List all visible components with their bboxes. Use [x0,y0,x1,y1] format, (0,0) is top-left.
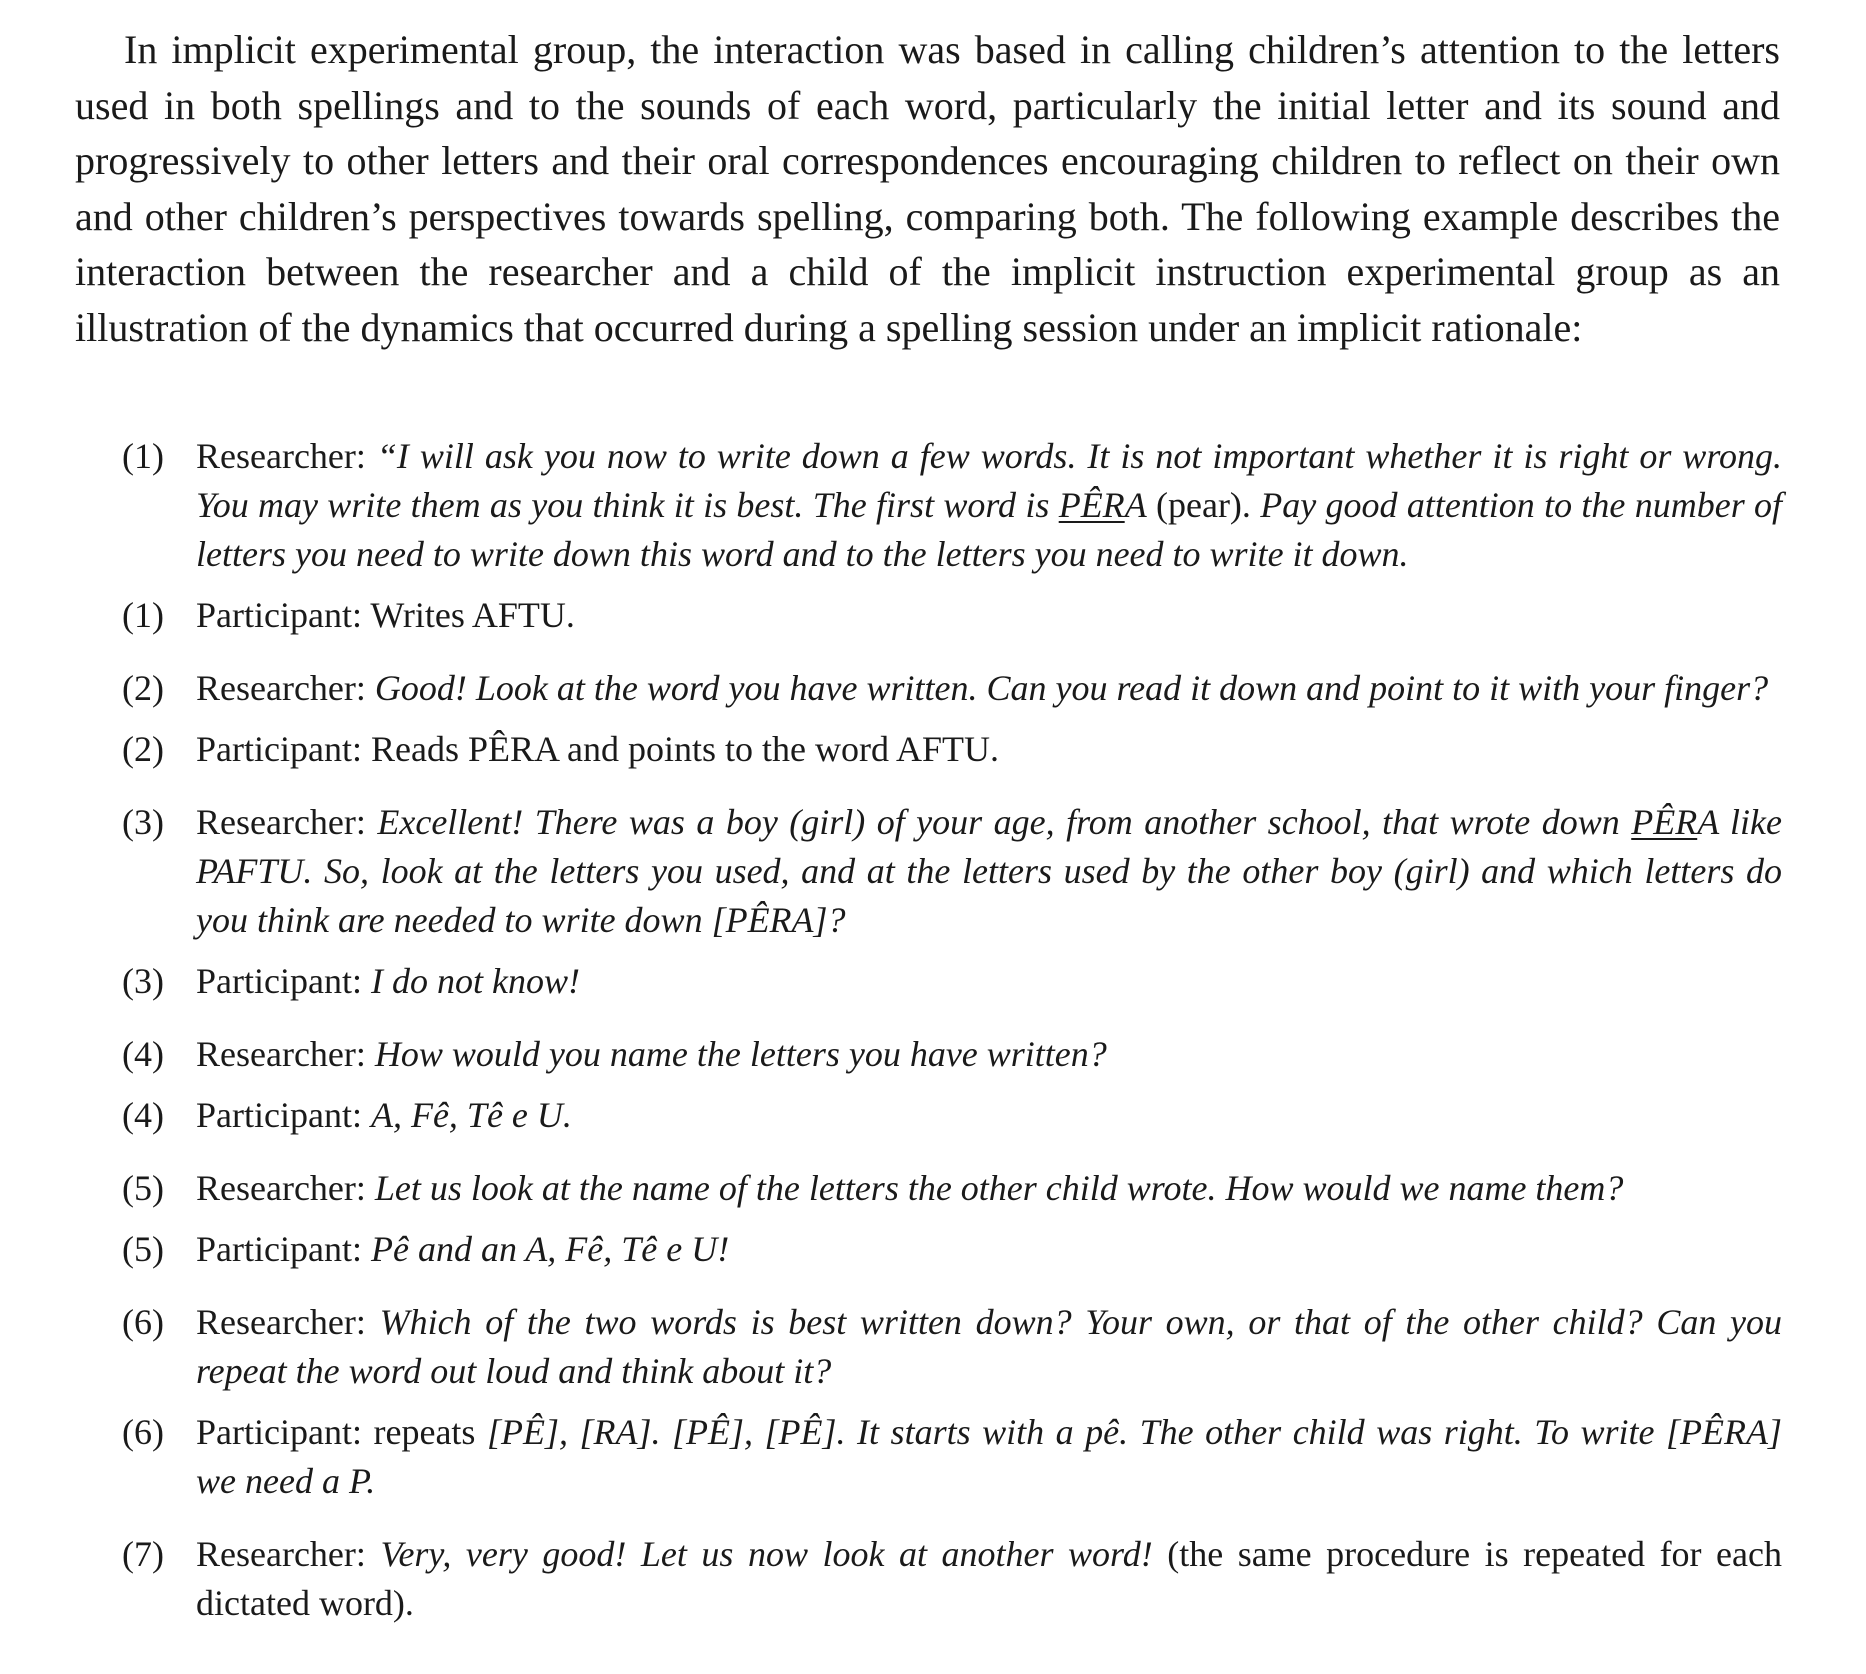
turn-body [196,725,1782,774]
turn-number: (1) [122,595,164,635]
speaker-label: Participant: [196,1229,362,1269]
researcher-quote: Let us look at the name of the letters the other child wrote. How would we name them? [374,1168,1624,1208]
dialogue-turn [122,1030,1782,1079]
participant-quote: A, Fê, Tê e U. [370,1095,572,1135]
turn-body [196,591,1782,640]
speaker-label: Researcher: [196,1534,366,1574]
researcher-quote: How would you name the letters you have written? [374,1034,1107,1074]
speaker-label: Participant: [196,961,362,1001]
turn-number: (3) [122,961,164,1001]
speaker-label: Researcher: [196,802,366,842]
dialogue-turn [122,1530,1782,1628]
turn-body [196,957,1782,1006]
dialogue-list [122,432,1782,1628]
dialogue-turn [122,725,1782,774]
gloss-text: (pear). [1146,485,1261,525]
turn-number: (5) [122,1229,164,1269]
turn-number: (2) [122,668,164,708]
procedure-note: (the same procedure is repeated for each dictated word). [196,1534,1782,1623]
turn-number: (6) [122,1412,164,1452]
target-word-underlined: PÊR [1631,802,1698,842]
speaker-label: Researcher: [196,668,366,708]
turn-body [196,1530,1782,1628]
speaker-label: Researcher: [196,1302,366,1342]
turn-number: (2) [122,729,164,769]
turn-number: (3) [122,802,164,842]
speaker-label: Researcher: [196,1034,366,1074]
turn-number: (4) [122,1095,164,1135]
researcher-quote-cont: Pay good attention to the number of letters you need to write down this word and to the letters you need to write it down. [196,485,1783,574]
dialogue-turn [122,591,1782,640]
turn-number: (5) [122,1168,164,1208]
speaker-label: Researcher: [196,1168,366,1208]
target-word-tail: A [1124,485,1147,525]
speaker-label: Researcher: [196,436,366,476]
dialogue-turn [122,1091,1782,1140]
turn-body [196,1298,1782,1396]
turn-body [196,432,1782,579]
speaker-label: Participant: [196,1095,362,1135]
researcher-quote: Good! Look at the word you have written. Can you read it down and point to it with your finger? [374,668,1769,708]
researcher-quote: Which of the two words is best written down? Your own, or that of the other child? Can you repeat the word out loud and think about it? [196,1302,1782,1391]
speaker-label: Participant: [196,729,362,769]
turn-number: (7) [122,1534,164,1574]
turn-body [196,1408,1782,1506]
researcher-quote: “I will ask you now to write down a few words. It is not important whether it is right or wrong. You may write them as you think it is best. The first word is [196,436,1782,525]
participant-action: Reads PÊRA and points to the word AFTU. [370,729,999,769]
dialogue-turn [122,664,1782,713]
participant-action: repeats [373,1412,487,1452]
turn-body [196,664,1782,713]
target-word-tail: A [1697,802,1719,842]
speaker-label: Participant: [196,1412,362,1452]
target-word [1631,802,1718,842]
participant-quote: Pê and an A, Fê, Tê e U! [370,1229,730,1269]
researcher-quote-cont: like PAFTU. So, look at the letters you used, and at the letters used by the other boy (girl) and which letters do you think are needed to write down [PÊRA]? [196,802,1782,940]
researcher-quote: Very, very good! Let us now look at another word! [380,1534,1153,1574]
dialogue-turn [122,432,1782,579]
dialogue-turn [122,1298,1782,1396]
dialogue-turn [122,957,1782,1006]
dialogue-turn [122,798,1782,945]
turn-body [196,1225,1782,1274]
dialogue-turn [122,1408,1782,1506]
turn-number: (1) [122,436,164,476]
participant-action: Writes AFTU. [370,595,575,635]
speaker-label: Participant: [196,595,362,635]
dialogue-turn [122,1225,1782,1274]
target-word [1059,485,1147,525]
intro-paragraph: In implicit experimental group, the interaction was based in calling children’s attention to the letters used in both spellings and to the sounds of each word, particularly the initial letter and its sound and progressively to other letters and their oral correspondences encouraging children to reflect on their own and other children’s perspectives towards spelling, comparing both. The following example describes the interaction between the researcher and a child of the implicit instruction experimental group as an illustration of the dynamics that occurred during a spelling session under an implicit rationale: [75,27,1780,350]
participant-quote: [PÊ], [RA]. [PÊ], [PÊ]. It starts with a pê. The other child was right. To write [PÊRA] we need a P. [196,1412,1783,1501]
turn-number: (6) [122,1302,164,1342]
dialogue-turn [122,1164,1782,1213]
turn-body [196,798,1782,945]
turn-body [196,1164,1782,1213]
turn-number: (4) [122,1034,164,1074]
participant-quote: I do not know! [370,961,580,1001]
target-word-underlined: PÊR [1058,485,1125,525]
turn-body [196,1091,1782,1140]
researcher-quote: Excellent! There was a boy (girl) of your age, from another school, that wrote down [377,802,1632,842]
turn-body [196,1030,1782,1079]
